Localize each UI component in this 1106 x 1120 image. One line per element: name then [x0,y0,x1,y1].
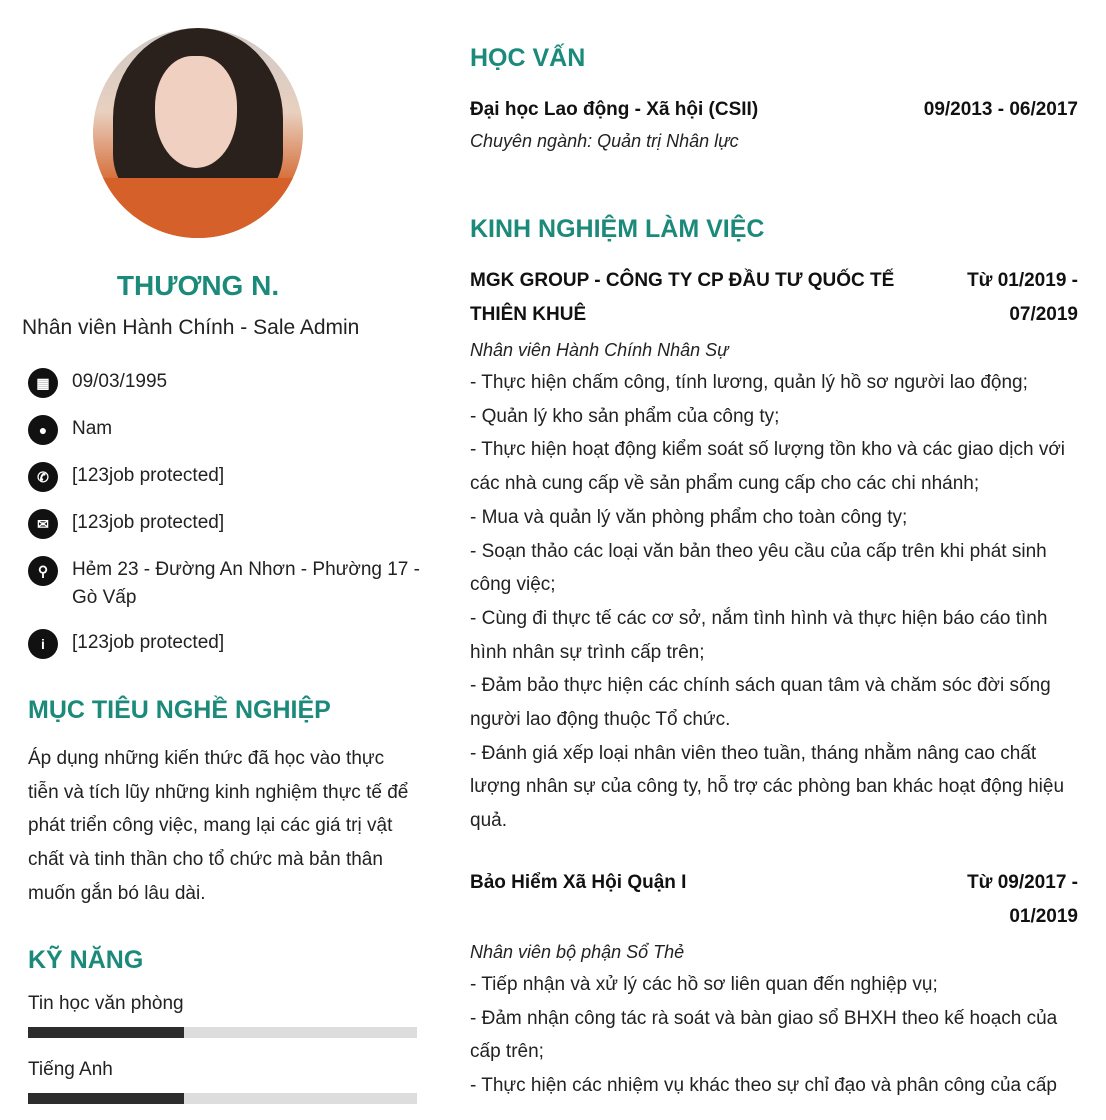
job-task: - Cùng đi thực tế các cơ sở, nắm tình hình và thực hiện báo cáo tình hình nhân sự trình cấp trên; [470,607,1048,663]
skill-bar [28,1027,417,1038]
info-birthday [28,368,428,398]
education-heading: HỌC VẤN [470,44,586,72]
calendar-icon: ▦ [28,368,58,398]
job-position: Nhân viên bộ phận Sổ Thẻ [470,942,685,962]
candidate-role: Nhân viên Hành Chính - Sale Admin [22,316,360,339]
education-period: 09/2013 - 06/2017 [923,99,1078,120]
job-task: - Đánh giá xếp loại nhân viên theo tuần, tháng nhằm nâng cao chất lượng nhân sự của công ty, hỗ trợ các phòng ban khác hoạt động hiệu quả. [470,742,1065,832]
email-icon: ✉ [28,509,58,539]
job-task: - Tiếp nhận và xử lý các hồ sơ liên quan đến nghiệp vụ; [470,974,938,995]
objective-heading: MỤC TIÊU NGHỀ NGHIỆP [28,696,331,724]
skill-bar-fill [28,1093,184,1104]
job-entry [470,264,1078,838]
job-task: - Thực hiện chấm công, tính lương, quản lý hồ sơ người lao động; [470,372,1028,393]
address-text: Hẻm 23 - Đường An Nhơn - Phường 17 - Gò Vấp [72,559,420,608]
skill-bar-fill [28,1027,184,1038]
phone-text: [123job protected] [72,465,225,486]
job-task: - Soạn thảo các loại văn bản theo yêu cầu của cấp trên khi phát sinh công việc; [470,540,1047,596]
skill-name: Tin học văn phòng [28,993,184,1014]
skill-item [28,993,417,1038]
job-position: Nhân viên Hành Chính Nhân Sự [470,340,729,360]
job-task: - Quản lý kho sản phẩm của công ty; [470,405,780,427]
candidate-name: THƯƠNG N. [116,270,280,301]
info-email [28,509,428,539]
birthday-text: 09/03/1995 [72,371,168,392]
gender-text: Nam [72,418,113,439]
location-icon: ⚲ [28,556,58,586]
education-entry [470,93,1078,152]
objective-text: Áp dụng những kiến thức đã học vào thực tiễn và tích lũy những kinh nghiệm thực tế để phát triển công việc, mang lại các giá trị vật chất và tinh thần cho tổ chức mà bản thân muốn gắn bó lâu dài. [28,748,409,904]
skills-heading: KỸ NĂNG [28,946,144,974]
skill-item [28,1059,417,1104]
job-task: - Thực hiện hoạt động kiểm soát số lượng tồn kho và các giao dịch với các nhà cung cấp về sản phẩm cung cấp cho các chi nhánh; [470,439,1065,495]
phone-icon: ✆ [28,462,58,492]
skill-name: Tiếng Anh [28,1059,113,1080]
experience-heading: KINH NGHIỆM LÀM VIỆC [470,215,765,243]
info-phone [28,462,428,492]
job-task: - Mua và quản lý văn phòng phẩm cho toàn công ty; [470,506,908,528]
job-period: Từ 01/2019 - 07/2019 [967,270,1078,325]
job-company: MGK GROUP - CÔNG TY CP ĐẦU TƯ QUỐC TẾ THIÊN KHUÊ [470,270,895,325]
user-icon: ● [28,415,58,445]
job-period: Từ 09/2017 - 01/2019 [967,872,1078,927]
education-major: Chuyên ngành: Quản trị Nhân lực [470,131,739,151]
avatar [93,28,303,238]
job-company: Bảo Hiểm Xã Hội Quận I [470,872,687,893]
info-address [28,556,428,612]
info-other [28,629,428,659]
job-task: - Đảm nhận công tác rà soát và bàn giao sổ BHXH theo kế hoạch của cấp trên; [470,1007,1058,1063]
job-task: - Đảm bảo thực hiện các chính sách quan tâm và chăm sóc đời sống người lao động thuộc Tổ chức. [470,675,1051,731]
other-text: [123job protected] [72,632,225,653]
email-text: [123job protected] [72,512,225,533]
info-icon: i [28,629,58,659]
info-gender [28,415,428,445]
job-entry [470,866,1078,1103]
skill-bar [28,1093,417,1104]
job-task: - Thực hiện các nhiệm vụ khác theo sự chỉ đạo và phân công của cấp [470,1075,1057,1097]
contact-info [28,368,428,676]
school-name: Đại học Lao động - Xã hội (CSII) [470,99,759,120]
